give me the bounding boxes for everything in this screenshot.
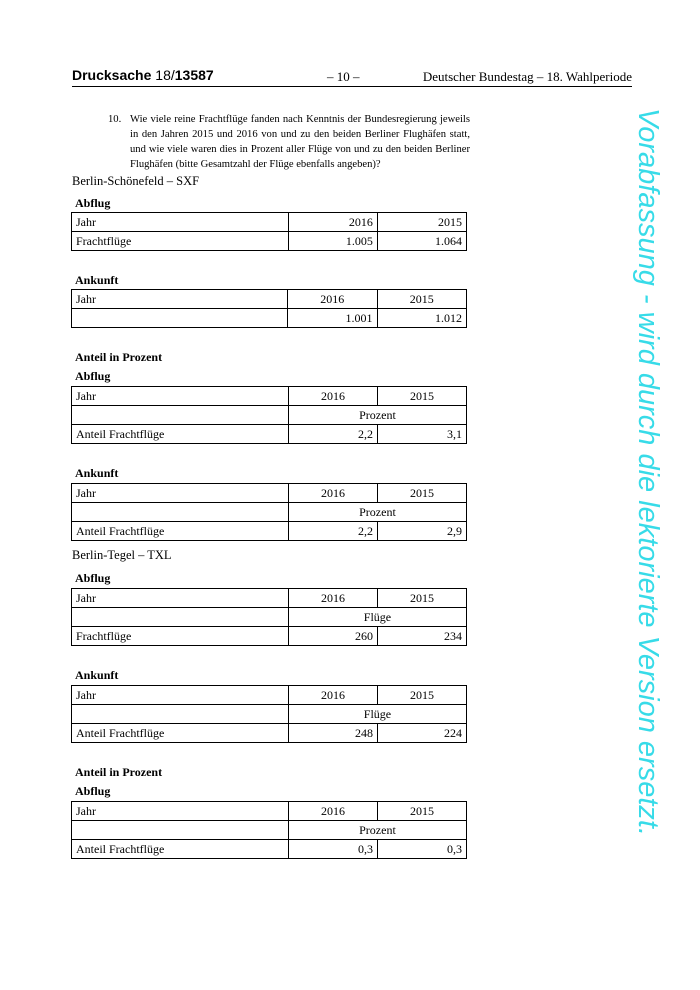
doc-number: 13587	[174, 67, 214, 83]
question-number: 10.	[108, 114, 122, 125]
table-row	[72, 627, 467, 646]
table-row	[72, 309, 467, 328]
table-cell	[72, 309, 288, 328]
table-cell: Jahr	[72, 589, 289, 608]
table-cell	[72, 503, 289, 522]
table-cell: Frachtflüge	[72, 232, 289, 251]
table-row	[72, 232, 467, 251]
table-cell: 260	[288, 627, 377, 646]
airport-title-sxf: Berlin-Schönefeld – SXF	[72, 174, 200, 188]
table-cell: 1.005	[288, 232, 377, 251]
table-cell: 2015	[377, 802, 466, 821]
table-cell: Anteil Frachtflüge	[72, 425, 289, 444]
unit-cell: Flüge	[288, 608, 466, 627]
table-row	[72, 705, 467, 724]
txl-ankunft-table	[71, 685, 467, 743]
section-heading: Ankunft	[75, 668, 119, 682]
table-cell	[72, 406, 289, 425]
table-cell	[72, 821, 289, 840]
table-cell	[72, 608, 289, 627]
table-cell: 0,3	[288, 840, 377, 859]
table-cell: 2015	[377, 686, 466, 705]
table-cell: Frachtflüge	[72, 627, 289, 646]
table-cell: 2015	[377, 484, 466, 503]
table-cell: 1.001	[288, 309, 377, 328]
table-cell: Anteil Frachtflüge	[72, 522, 289, 541]
doc-period: 18/	[155, 67, 175, 83]
table-cell: 2015	[377, 213, 466, 232]
table-cell: 2015	[377, 387, 466, 406]
table-cell: 2,9	[377, 522, 466, 541]
section-heading: Abflug	[75, 784, 111, 798]
sxf-anteil-abflug-table	[71, 386, 467, 444]
section-heading: Abflug	[75, 196, 111, 210]
table-cell: 2016	[288, 387, 377, 406]
table-cell: 3,1	[377, 425, 466, 444]
question-block	[108, 112, 470, 172]
table-row	[72, 608, 467, 627]
table-cell: 2015	[377, 290, 466, 309]
table-cell: Jahr	[72, 290, 288, 309]
unit-cell: Prozent	[288, 406, 466, 425]
table-row	[72, 425, 467, 444]
table-row	[72, 840, 467, 859]
table-cell: 1.064	[377, 232, 466, 251]
section-heading: Anteil in Prozent	[75, 765, 163, 779]
doc-label: Drucksache	[72, 67, 152, 83]
table-row	[72, 503, 467, 522]
table-row	[72, 686, 467, 705]
table-cell: 2016	[288, 802, 377, 821]
header-publisher: Deutscher Bundestag – 18. Wahlperiode	[422, 69, 632, 84]
airport-title-txl: Berlin-Tegel – TXL	[72, 548, 172, 562]
watermark-text: Vorabfassung - wird durch die lektorierte Version ersetzt.	[632, 108, 664, 837]
table-cell: 234	[377, 627, 466, 646]
txl-abflug-table	[71, 588, 467, 646]
section-heading: Anteil in Prozent	[75, 350, 163, 364]
table-cell: Jahr	[72, 484, 289, 503]
table-cell: 0,3	[377, 840, 466, 859]
table-row	[72, 802, 467, 821]
table-row	[72, 724, 467, 743]
table-row	[72, 484, 467, 503]
section-heading: Abflug	[75, 571, 111, 585]
table-row	[72, 821, 467, 840]
unit-cell: Flüge	[288, 705, 466, 724]
txl-anteil-abflug-table	[71, 801, 467, 859]
table-cell: 2016	[288, 589, 377, 608]
table-row	[72, 406, 467, 425]
table-cell: Jahr	[72, 387, 289, 406]
table-cell: 224	[377, 724, 466, 743]
table-cell: 2016	[288, 484, 377, 503]
table-cell: 2016	[288, 686, 377, 705]
table-cell: Jahr	[72, 802, 289, 821]
table-cell: 2,2	[288, 522, 377, 541]
table-row	[72, 589, 467, 608]
question-text: Wie viele reine Frachtflüge fanden nach Kenntnis der Bundesregierung jeweils in den Jahren 2015 und 2016 von und zu den beiden Berliner Flughäfen statt, und wie viele waren dies in Prozent aller Flüge von und zu den beiden Berliner Flughäfen (bitte Gesamtzahl der Flüge ebenfalls angeben)?	[130, 114, 470, 170]
table-row	[72, 213, 467, 232]
sxf-ankunft-table	[71, 289, 467, 328]
table-cell: 2016	[288, 290, 377, 309]
table-cell: Jahr	[72, 686, 289, 705]
table-cell: 2016	[288, 213, 377, 232]
table-cell: Anteil Frachtflüge	[72, 840, 289, 859]
unit-cell: Prozent	[288, 821, 466, 840]
table-row	[72, 290, 467, 309]
table-row	[72, 522, 467, 541]
table-cell: Jahr	[72, 213, 289, 232]
page-number: – 10 –	[327, 69, 360, 84]
table-cell: 2015	[377, 589, 466, 608]
table-cell: Anteil Frachtflüge	[72, 724, 289, 743]
unit-cell: Prozent	[288, 503, 466, 522]
table-cell: 248	[288, 724, 377, 743]
sxf-anteil-ankunft-table	[71, 483, 467, 541]
table-cell	[72, 705, 289, 724]
section-heading: Ankunft	[75, 466, 119, 480]
document-number	[72, 67, 214, 83]
page-header	[72, 66, 632, 87]
table-cell: 2,2	[288, 425, 377, 444]
section-heading: Abflug	[75, 369, 111, 383]
table-row	[72, 387, 467, 406]
section-heading: Ankunft	[75, 273, 119, 287]
sxf-abflug-table	[71, 212, 467, 251]
table-cell: 1.012	[377, 309, 466, 328]
